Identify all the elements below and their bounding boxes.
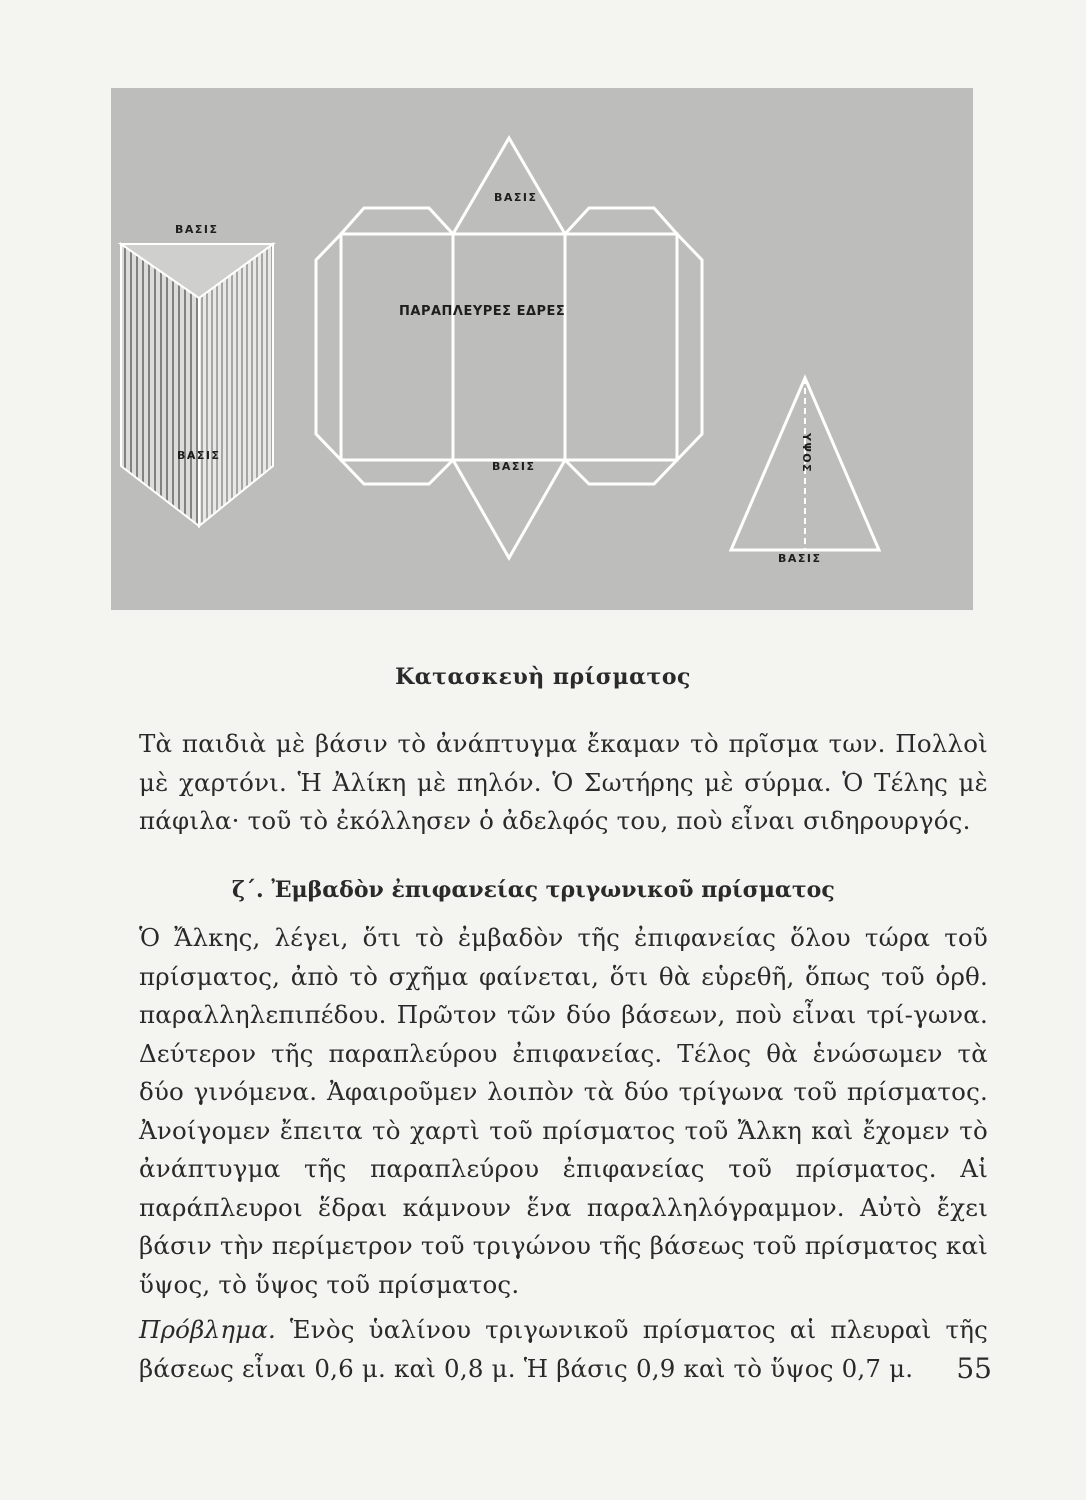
figure-caption: Κατασκευὴ πρίσματος [395,664,691,690]
problem-label: Πρόβλημα. [139,1315,276,1344]
net-bottom-base-label: ΒΑΣΙΣ [492,460,536,473]
section-heading: ζ΄. Ἐμβαδὸν ἐπιφανείας τριγωνικοῦ πρίσματος [232,877,835,903]
paragraph-2-text: Ὁ Ἄλκης, λέγει, ὅτι τὸ ἐμβαδὸν τῆς ἐπιφανείας ὅλου τώρα τοῦ πρίσματος, ἀπὸ τὸ σχῆμα φαίνεται, ὅτι θὰ εὑρεθῆ, ὅπως τοῦ ὀρθ. παραλληλεπιπέδου. Πρῶτον τῶν δύο βάσεων, ποὺ εἶναι τρί-γωνα. Δεύτερον τῆς παραπλεύρου ἐπιφανείας. Τέλος θὰ ἑνώσωμεν τὰ δύο γινόμενα. Ἀφαιροῦμεν λοιπὸν τὰ δύο τρίγωνα τοῦ πρίσματος. Ἀνοίγομεν ἔπειτα τὸ χαρτὶ τοῦ πρίσματος τοῦ Ἄλκη καὶ ἔχομεν τὸ ἀνάπτυγμα τῆς παραπλεύρου ἐπιφανείας τοῦ πρίσματος. Αἱ παράπλευροι ἕδραι κάμνουν ἕνα παραλληλόγραμμον. Αὐτὸ ἔχει βάσιν τὴν περίμετρον τοῦ τριγώνου τῆς βάσεως τοῦ πρίσματος καὶ ὕψος, τὸ ὕψος τοῦ πρίσματος. [139,923,988,1299]
page-number: 55 [956,1352,992,1385]
prism-figure [111,88,973,610]
net-top-base-label: ΒΑΣΙΣ [494,191,538,204]
net-lateral-faces-label: ΠΑΡΑΠΛΕΥΡΕΣ ΕΔΡΕΣ [399,304,566,319]
paragraph-1-text: Τὰ παιδιὰ μὲ βάσιν τὸ ἀνάπτυγμα ἔκαμαν τὸ πρῖσμα των. Πολλοὶ μὲ χαρτόνι. Ἡ Ἀλίκη μὲ πηλόν. Ὁ Σωτήρης μὲ σύρμα. Ὁ Τέλης μὲ πάφιλα· τοῦ τὸ ἐκόλλησεν ὁ ἀδελφός του, ποὺ εἶναι σιδηρουργός. [139,729,988,835]
problem-paragraph [139,1311,988,1388]
triangle-base-label: ΒΑΣΙΣ [778,552,822,565]
triangle-height-label: ΥΨΟΣ [800,433,813,474]
prism-top-base-label: ΒΑΣΙΣ [175,223,219,236]
prism-bottom-base-label: ΒΑΣΙΣ [177,449,221,462]
paragraph-2 [139,919,988,1304]
prism-3d-drawing [121,244,273,526]
paragraph-1 [139,725,988,841]
problem-text: Ἑνὸς ὑαλίνου τριγωνικοῦ πρίσματος αἱ πλευραὶ τῆς βάσεως εἶναι 0,6 μ. καὶ 0,8 μ. Ἡ βάσις 0,9 καὶ τὸ ὕψος 0,7 μ. [139,1315,988,1383]
prism-illustration [111,88,973,610]
